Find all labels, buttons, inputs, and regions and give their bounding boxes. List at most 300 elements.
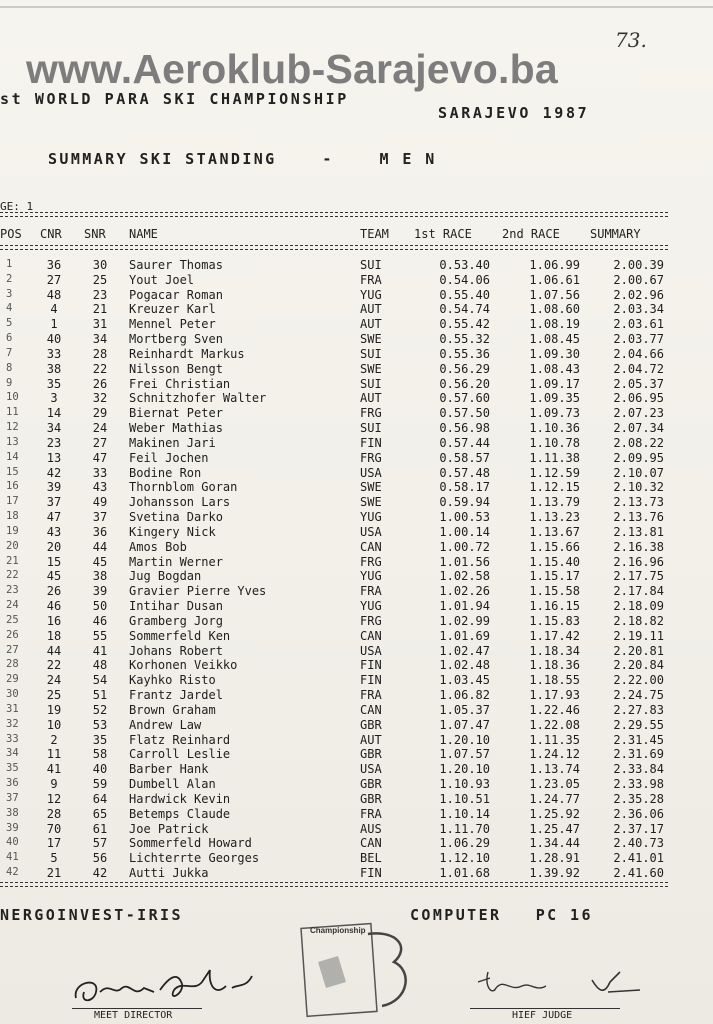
cell-race2: 1.16.15 (529, 599, 580, 614)
cell-race1: 1.20.10 (439, 732, 490, 747)
cell-snr: 44 (92, 539, 108, 554)
cell-race1: 1.07.47 (439, 717, 490, 732)
cell-name: Makinen Jari (129, 435, 216, 450)
cell-summary: 2.37.17 (613, 821, 664, 836)
cell-pos: 20 (6, 539, 19, 552)
cell-race1: 1.06.82 (439, 688, 490, 703)
cell-cnr: 35 (46, 376, 62, 391)
table-row (0, 836, 713, 851)
cell-race2: 1.09.30 (529, 346, 580, 361)
cell-pos: 31 (6, 702, 19, 715)
cell-snr: 48 (92, 658, 108, 673)
cell-pos: 38 (6, 806, 19, 819)
cell-snr: 35 (92, 732, 108, 747)
page-number: 73. (615, 28, 647, 52)
cell-pos: 3 (6, 287, 13, 300)
cell-cnr: 33 (46, 346, 62, 361)
col-header-race1: 1st RACE (414, 227, 472, 241)
cell-race1: 0.56.98 (439, 421, 490, 436)
cell-cnr: 28 (46, 806, 62, 821)
cell-pos: 19 (6, 524, 19, 537)
cell-cnr: 3 (50, 391, 58, 406)
cell-cnr: 1 (50, 317, 58, 332)
cell-pos: 26 (6, 628, 19, 641)
cell-name: Gramberg Jorg (129, 613, 223, 628)
cell-race1: 1.01.94 (439, 599, 490, 614)
cell-name: Saurer Thomas (129, 258, 223, 272)
cell-team: SUI (360, 376, 382, 391)
cell-team: USA (360, 524, 382, 539)
cell-pos: 33 (6, 732, 19, 745)
table-top-rule (0, 212, 668, 217)
cell-team: CAN (360, 628, 382, 643)
cell-race2: 1.08.43 (529, 361, 580, 376)
cell-team: AUT (360, 391, 382, 406)
cell-summary: 2.31.45 (613, 732, 664, 747)
meet-director-label: MEET DIRECTOR (94, 1010, 173, 1021)
table-row (0, 525, 713, 540)
cell-race1: 1.10.51 (439, 791, 490, 806)
cell-summary: 2.22.00 (613, 673, 664, 688)
cell-summary: 2.18.82 (613, 613, 664, 628)
table-row (0, 421, 713, 436)
cell-name: Betemps Claude (129, 806, 231, 821)
cell-summary: 2.10.07 (613, 465, 664, 480)
cell-race2: 1.09.35 (529, 391, 580, 406)
cell-team: FRG (360, 554, 382, 569)
cell-team: GBR (360, 777, 382, 792)
cell-snr: 54 (92, 673, 108, 688)
table-row (0, 673, 713, 688)
cell-race1: 0.59.94 (439, 495, 490, 510)
cell-race1: 1.00.14 (439, 524, 490, 539)
cell-pos: 9 (6, 376, 13, 389)
cell-race2: 1.28.91 (529, 851, 580, 866)
table-row (0, 718, 713, 733)
cell-team: SUI (360, 258, 382, 272)
col-header-cnr: CNR (40, 227, 62, 241)
cell-race2: 1.13.23 (529, 510, 580, 525)
footer-computer: COMPUTER PC 16 (410, 906, 593, 924)
cell-snr: 22 (92, 361, 108, 376)
cell-snr: 26 (92, 376, 108, 391)
cell-name: Sommerfeld Howard (129, 836, 252, 851)
cell-cnr: 46 (46, 599, 62, 614)
cell-summary: 2.33.84 (613, 762, 664, 777)
table-row (0, 703, 713, 718)
cell-race1: 0.57.50 (439, 406, 490, 421)
cell-pos: 41 (6, 851, 19, 864)
cell-summary: 2.04.72 (613, 361, 664, 376)
chief-judge-signature (470, 962, 670, 1010)
cell-race1: 1.10.14 (439, 806, 490, 821)
cell-race1: 1.00.72 (439, 539, 490, 554)
cell-snr: 59 (92, 777, 108, 792)
meet-director-signature (70, 962, 260, 1012)
cell-summary: 2.29.55 (613, 717, 664, 732)
cell-team: GBR (360, 747, 382, 762)
cell-snr: 23 (92, 287, 108, 302)
cell-race2: 1.22.46 (529, 702, 580, 717)
cell-summary: 2.10.32 (613, 480, 664, 495)
table-row (0, 406, 713, 421)
cell-race1: 0.54.06 (439, 272, 490, 287)
cell-snr: 24 (92, 421, 108, 436)
table-row (0, 362, 713, 377)
cell-pos: 29 (6, 673, 19, 686)
cell-cnr: 42 (46, 465, 62, 480)
cell-summary: 2.16.38 (613, 539, 664, 554)
cell-name: Johansson Lars (129, 495, 231, 510)
cell-pos: 21 (6, 554, 19, 567)
cell-pos: 27 (6, 643, 19, 656)
cell-race1: 1.02.58 (439, 569, 490, 584)
cell-pos: 16 (6, 480, 19, 493)
cell-race2: 1.08.19 (529, 317, 580, 332)
cell-cnr: 10 (46, 717, 62, 732)
summary-title: SUMMARY SKI STANDING - M E N (48, 150, 437, 168)
cell-race2: 1.06.61 (529, 272, 580, 287)
table-row (0, 658, 713, 673)
cell-cnr: 15 (46, 554, 62, 569)
cell-team: FRA (360, 688, 382, 703)
cell-race2: 1.25.47 (529, 821, 580, 836)
cell-pos: 30 (6, 688, 19, 701)
cell-race2: 1.13.74 (529, 762, 580, 777)
cell-pos: 10 (6, 391, 19, 404)
cell-race2: 1.24.77 (529, 791, 580, 806)
cell-pos: 8 (6, 361, 13, 374)
cell-cnr: 38 (46, 361, 62, 376)
cell-summary: 2.13.76 (613, 510, 664, 525)
col-header-snr: SNR (84, 227, 106, 241)
cell-cnr: 13 (46, 450, 62, 465)
cell-cnr: 20 (46, 539, 62, 554)
cell-pos: 5 (6, 317, 13, 330)
cell-pos: 14 (6, 450, 19, 463)
table-row (0, 688, 713, 703)
cell-snr: 40 (92, 762, 108, 777)
cell-race2: 1.18.36 (529, 658, 580, 673)
cell-race2: 1.15.66 (529, 539, 580, 554)
cell-snr: 36 (92, 524, 108, 539)
cell-name: Biernat Peter (129, 406, 223, 421)
cell-name: Flatz Reinhard (129, 732, 231, 747)
cell-team: YUG (360, 287, 382, 302)
cell-team: FRG (360, 406, 382, 421)
cell-cnr: 19 (46, 702, 62, 717)
meet-director-line (72, 1008, 202, 1009)
cell-team: AUT (360, 302, 382, 317)
cell-race1: 1.01.68 (439, 866, 490, 881)
cell-pos: 42 (6, 866, 19, 879)
cell-team: FRG (360, 450, 382, 465)
cell-race1: 1.12.10 (439, 851, 490, 866)
cell-pos: 7 (6, 346, 13, 359)
cell-pos: 23 (6, 584, 19, 597)
cell-race1: 0.56.29 (439, 361, 490, 376)
cell-race2: 1.11.38 (529, 450, 580, 465)
cell-race1: 0.57.44 (439, 435, 490, 450)
cell-name: Svetina Darko (129, 510, 223, 525)
cell-summary: 2.03.77 (613, 332, 664, 347)
cell-team: YUG (360, 599, 382, 614)
cell-race1: 1.20.10 (439, 762, 490, 777)
cell-race2: 1.11.35 (529, 732, 580, 747)
cell-summary: 2.19.11 (613, 628, 664, 643)
cell-race1: 0.57.48 (439, 465, 490, 480)
cell-name: Kingery Nick (129, 524, 216, 539)
cell-name: Weber Mathias (129, 421, 223, 436)
cell-summary: 2.16.96 (613, 554, 664, 569)
cell-pos: 36 (6, 777, 19, 790)
cell-team: GBR (360, 791, 382, 806)
cell-summary: 2.41.60 (613, 866, 664, 881)
cell-pos: 18 (6, 510, 19, 523)
cell-race2: 1.39.92 (529, 866, 580, 881)
table-row (0, 747, 713, 762)
cell-team: CAN (360, 702, 382, 717)
cell-race1: 1.02.99 (439, 613, 490, 628)
cell-cnr: 70 (46, 821, 62, 836)
cell-snr: 39 (92, 584, 108, 599)
cell-race1: 1.02.47 (439, 643, 490, 658)
cell-pos: 32 (6, 717, 19, 730)
chief-judge-line (470, 1008, 620, 1009)
cell-race1: 0.54.74 (439, 302, 490, 317)
cell-snr: 61 (92, 821, 108, 836)
cell-race1: 0.58.17 (439, 480, 490, 495)
cell-race1: 0.55.42 (439, 317, 490, 332)
cell-race2: 1.07.56 (529, 287, 580, 302)
cell-race2: 1.10.36 (529, 421, 580, 436)
cell-summary: 2.09.95 (613, 450, 664, 465)
cell-pos: 1 (6, 258, 13, 270)
cell-race1: 0.56.20 (439, 376, 490, 391)
table-row (0, 466, 713, 481)
cell-team: USA (360, 465, 382, 480)
table-row (0, 332, 713, 347)
cell-team: FIN (360, 658, 382, 673)
cell-team: YUG (360, 510, 382, 525)
cell-pos: 35 (6, 762, 19, 775)
cell-cnr: 37 (46, 495, 62, 510)
cell-name: Feil Jochen (129, 450, 209, 465)
table-row (0, 391, 713, 406)
cell-name: Reinhardt Markus (129, 346, 245, 361)
cell-race2: 1.08.60 (529, 302, 580, 317)
cell-summary: 2.24.75 (613, 688, 664, 703)
cell-name: Korhonen Veikko (129, 658, 238, 673)
col-header-race2: 2nd RACE (502, 227, 560, 241)
cell-race1: 1.01.56 (439, 554, 490, 569)
cell-name: Gravier Pierre Yves (129, 584, 267, 599)
cell-race2: 1.34.44 (529, 836, 580, 851)
cell-name: Sommerfeld Ken (129, 628, 231, 643)
cell-snr: 64 (92, 791, 108, 806)
cell-team: SWE (360, 361, 382, 376)
cell-race1: 1.06.29 (439, 836, 490, 851)
cell-team: SUI (360, 421, 382, 436)
cell-snr: 37 (92, 510, 108, 525)
table-row (0, 258, 713, 273)
cell-race2: 1.06.99 (529, 258, 580, 272)
cell-name: Mortberg Sven (129, 332, 223, 347)
cell-pos: 28 (6, 658, 19, 671)
cell-race2: 1.09.73 (529, 406, 580, 421)
cell-team: GBR (360, 717, 382, 732)
cell-race1: 0.55.40 (439, 287, 490, 302)
table-row (0, 569, 713, 584)
cell-snr: 38 (92, 569, 108, 584)
cell-snr: 25 (92, 272, 108, 287)
cell-race2: 1.10.78 (529, 435, 580, 450)
cell-pos: 22 (6, 569, 19, 582)
table-row (0, 377, 713, 392)
cell-cnr: 16 (46, 613, 62, 628)
cell-snr: 52 (92, 702, 108, 717)
cell-snr: 47 (92, 450, 108, 465)
table-row (0, 288, 713, 303)
cell-pos: 34 (6, 747, 19, 760)
cell-race2: 1.15.83 (529, 613, 580, 628)
cell-race1: 0.55.36 (439, 346, 490, 361)
table-row (0, 451, 713, 466)
cell-cnr: 48 (46, 287, 62, 302)
cell-pos: 24 (6, 599, 19, 612)
table-row (0, 273, 713, 288)
cell-name: Mennel Peter (129, 317, 216, 332)
cell-summary: 2.13.81 (613, 524, 664, 539)
table-row (0, 480, 713, 495)
cell-name: Carroll Leslie (129, 747, 231, 762)
cell-cnr: 41 (46, 762, 62, 777)
table-row (0, 302, 713, 317)
cell-race2: 1.17.93 (529, 688, 580, 703)
table-row (0, 822, 713, 837)
cell-race2: 1.12.15 (529, 480, 580, 495)
cell-team: USA (360, 643, 382, 658)
cell-team: FIN (360, 866, 382, 881)
cell-snr: 30 (92, 258, 108, 272)
cell-name: Schnitzhofer Walter (129, 391, 267, 406)
cell-team: AUT (360, 317, 382, 332)
cell-name: Frei Christian (129, 376, 231, 391)
stamp-text: Championship (310, 926, 366, 935)
cell-summary: 2.40.73 (613, 836, 664, 851)
cell-cnr: 22 (46, 658, 62, 673)
table-row (0, 555, 713, 570)
cell-race2: 1.18.34 (529, 643, 580, 658)
cell-summary: 2.00.67 (613, 272, 664, 287)
cell-name: Andrew Law (129, 717, 202, 732)
cell-team: FRA (360, 584, 382, 599)
cell-race2: 1.13.79 (529, 495, 580, 510)
table-row (0, 510, 713, 525)
cell-cnr: 36 (46, 258, 62, 272)
cell-snr: 58 (92, 747, 108, 762)
table-row (0, 436, 713, 451)
cell-summary: 2.17.84 (613, 584, 664, 599)
cell-team: FRA (360, 806, 382, 821)
cell-race2: 1.15.40 (529, 554, 580, 569)
cell-race1: 1.11.70 (439, 821, 490, 836)
cell-snr: 29 (92, 406, 108, 421)
cell-cnr: 12 (46, 791, 62, 806)
cell-summary: 2.41.01 (613, 851, 664, 866)
cell-summary: 2.33.98 (613, 777, 664, 792)
cell-team: CAN (360, 836, 382, 851)
table-row (0, 599, 713, 614)
cell-cnr: 18 (46, 628, 62, 643)
cell-cnr: 4 (50, 302, 58, 317)
cell-race1: 1.00.53 (439, 510, 490, 525)
cell-team: SWE (360, 332, 382, 347)
cell-cnr: 39 (46, 480, 62, 495)
cell-cnr: 40 (46, 332, 62, 347)
cell-snr: 57 (92, 836, 108, 851)
cell-race2: 1.23.05 (529, 777, 580, 792)
cell-summary: 2.03.34 (613, 302, 664, 317)
cell-race1: 1.07.57 (439, 747, 490, 762)
footer-company: NERGOINVEST-IRIS (0, 906, 183, 924)
cell-snr: 31 (92, 317, 108, 332)
cell-race1: 0.55.32 (439, 332, 490, 347)
watermark: www.Aeroklub-Sarajevo.ba (26, 46, 558, 92)
cell-cnr: 43 (46, 524, 62, 539)
cell-pos: 40 (6, 836, 19, 849)
table-row (0, 762, 713, 777)
cell-snr: 28 (92, 346, 108, 361)
cell-name: Frantz Jardel (129, 688, 223, 703)
cell-pos: 15 (6, 465, 19, 478)
cell-pos: 6 (6, 332, 13, 345)
cell-summary: 2.00.39 (613, 258, 664, 272)
cell-race1: 0.53.40 (439, 258, 490, 272)
cell-summary: 2.02.96 (613, 287, 664, 302)
cell-snr: 32 (92, 391, 108, 406)
cell-name: Amos Bob (129, 539, 187, 554)
cell-summary: 2.13.73 (613, 495, 664, 510)
cell-race2: 1.12.59 (529, 465, 580, 480)
table-row (0, 317, 713, 332)
cell-name: Johans Robert (129, 643, 223, 658)
cell-name: Bodine Ron (129, 465, 202, 480)
cell-snr: 42 (92, 866, 108, 881)
cell-team: SUI (360, 346, 382, 361)
chief-judge-label: HIEF JUDGE (512, 1010, 573, 1021)
cell-cnr: 21 (46, 866, 62, 881)
cell-summary: 2.08.22 (613, 435, 664, 450)
cell-name: Intihar Dusan (129, 599, 223, 614)
cell-snr: 21 (92, 302, 108, 317)
cell-team: YUG (360, 569, 382, 584)
col-header-team: TEAM (360, 227, 389, 241)
cell-snr: 56 (92, 851, 108, 866)
cell-race1: 1.01.69 (439, 628, 490, 643)
cell-snr: 45 (92, 554, 108, 569)
cell-race1: 1.02.48 (439, 658, 490, 673)
cell-team: FIN (360, 435, 382, 450)
cell-race1: 0.57.60 (439, 391, 490, 406)
cell-name: Joe Patrick (129, 821, 209, 836)
cell-cnr: 24 (46, 673, 62, 688)
page-label: GE: 1 (0, 200, 34, 213)
cell-race2: 1.15.58 (529, 584, 580, 599)
cell-race1: 1.10.93 (439, 777, 490, 792)
cell-pos: 11 (6, 406, 19, 419)
cell-snr: 50 (92, 599, 108, 614)
